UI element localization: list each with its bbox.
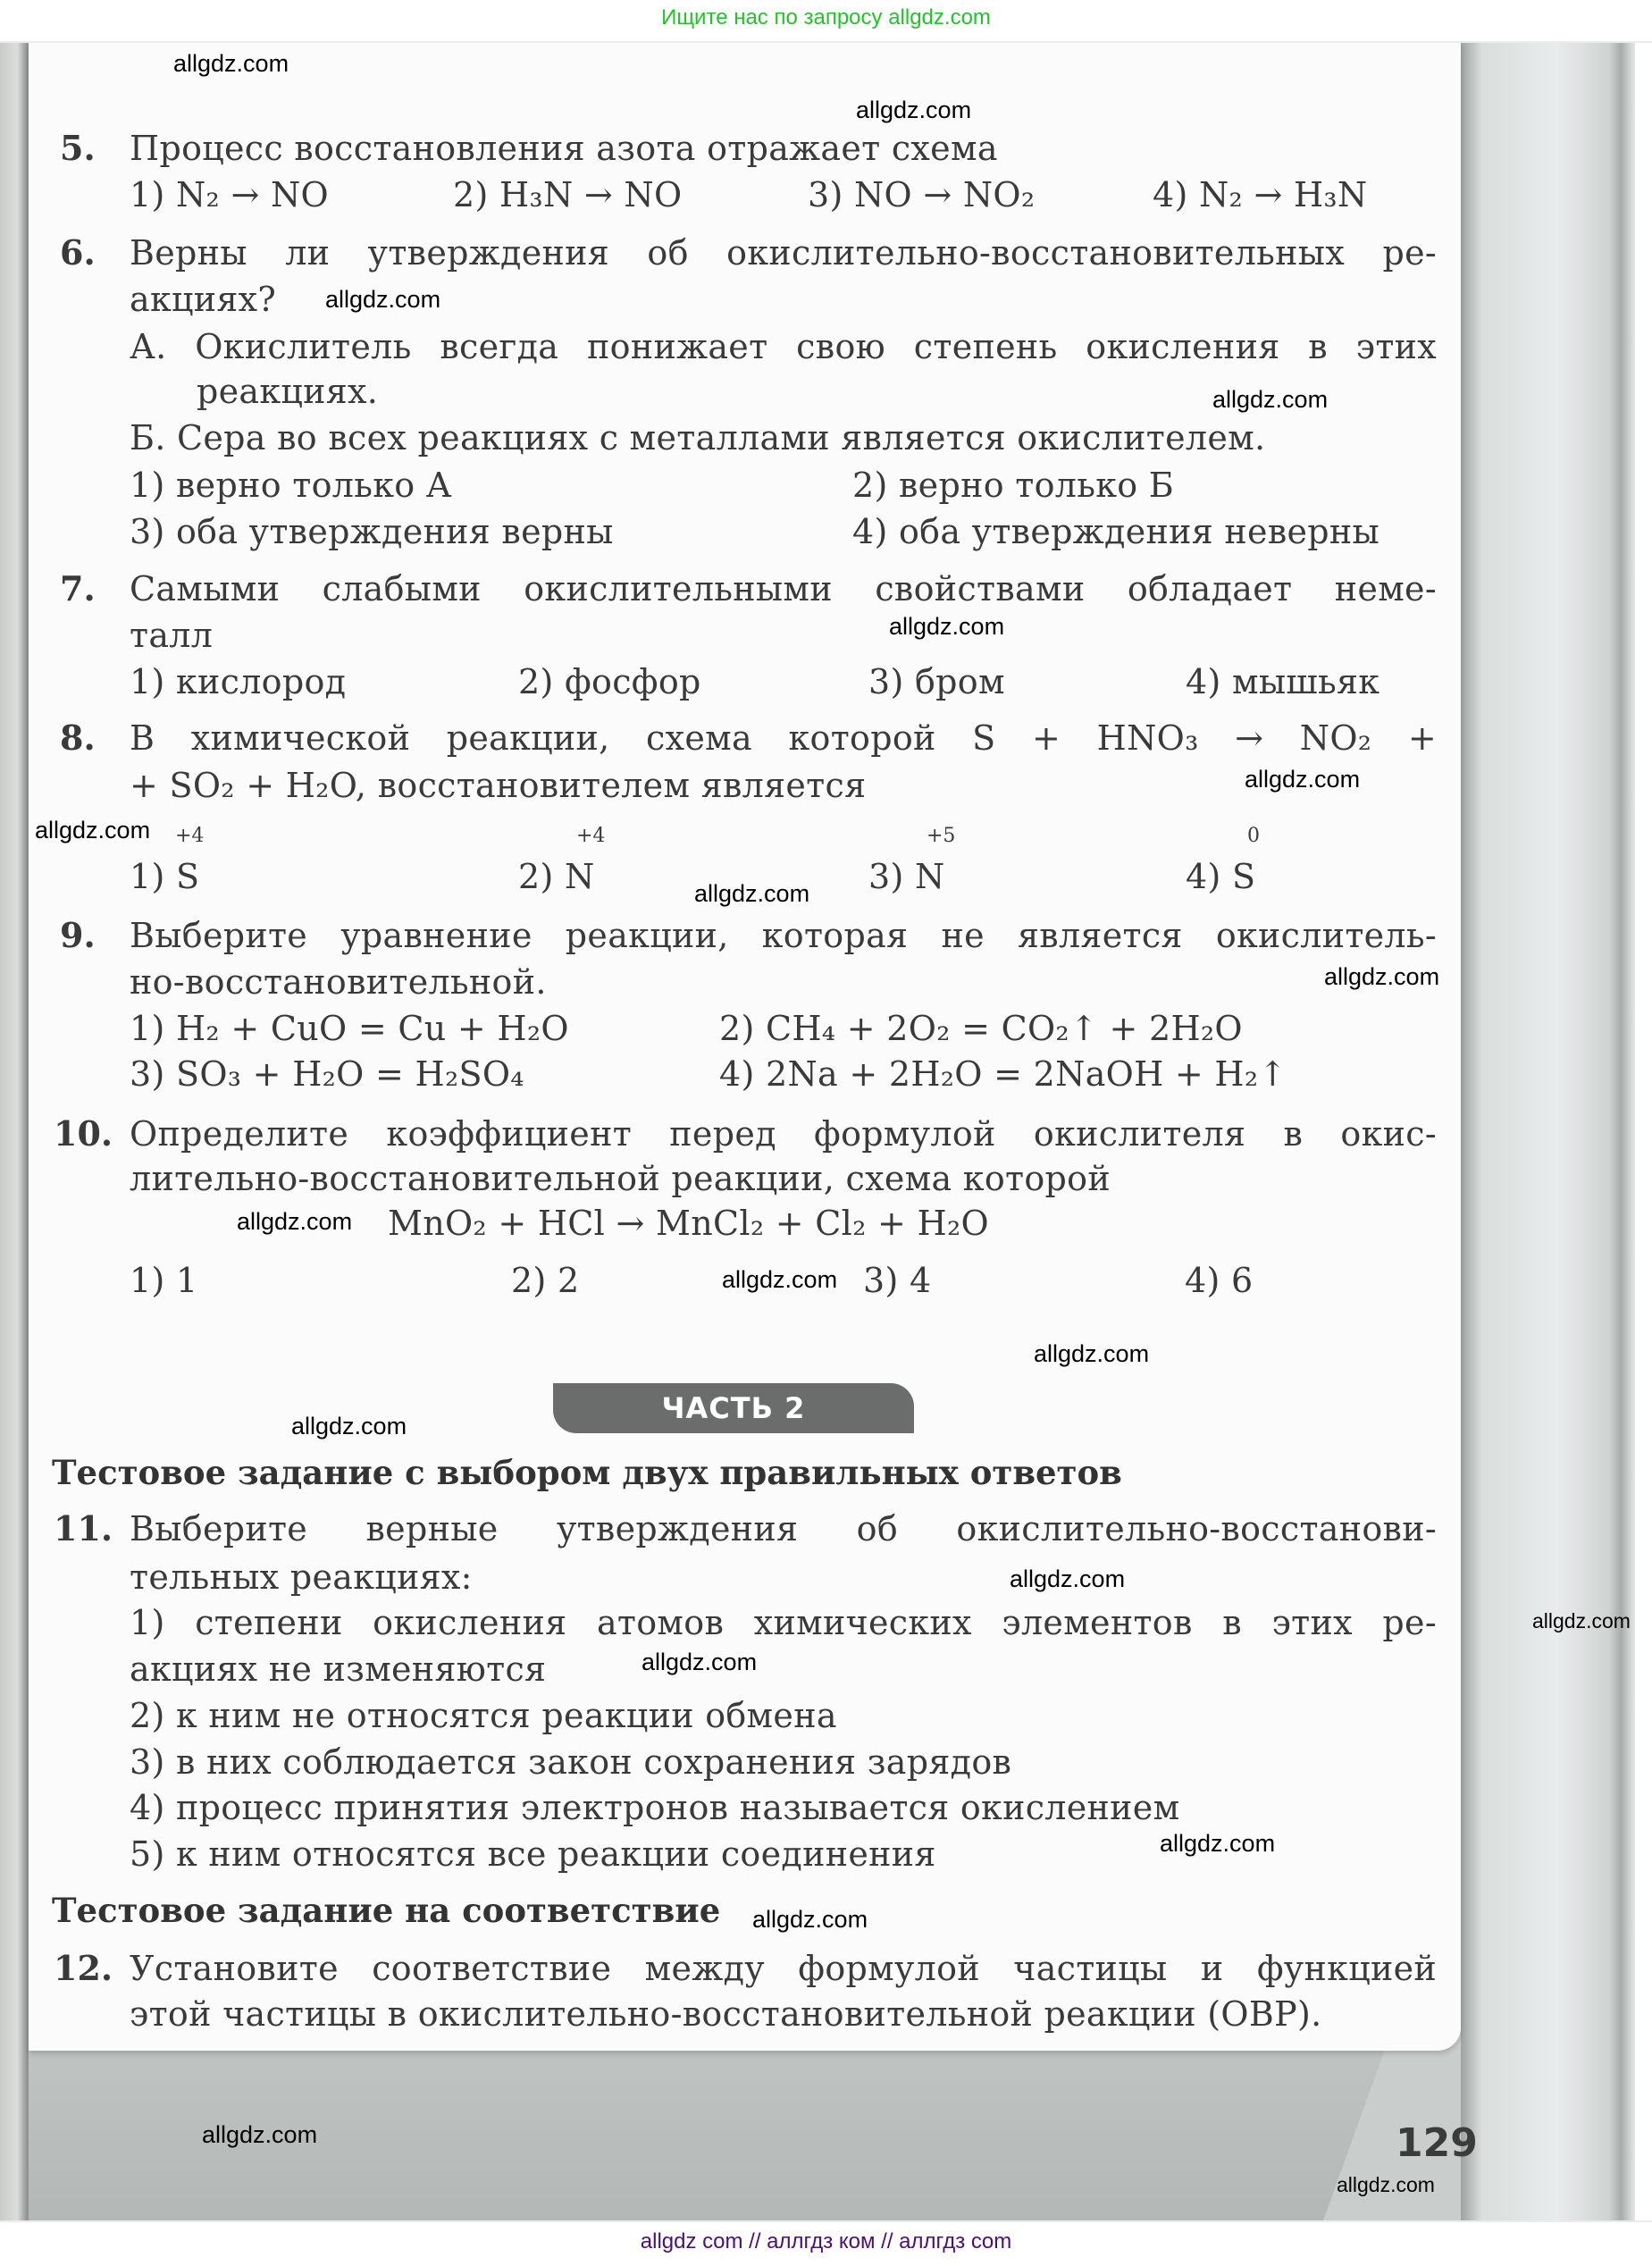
- answer-option: 1) 1: [130, 1261, 198, 1300]
- question-text: Самыми слабыми окислительными свойствами обладает неме-: [130, 569, 1437, 608]
- statement-a: А. Окислитель всегда понижает свою степень окисления в этих: [130, 327, 1437, 366]
- page-number: 129: [1396, 2120, 1478, 2166]
- answer-option: 5) к ним относятся все реакции соединения: [130, 1834, 936, 1874]
- question-number: 7.: [60, 568, 96, 608]
- watermark: allgdz.com: [889, 613, 1005, 640]
- answer-option: 4) мышьяк: [1186, 662, 1380, 701]
- oxidation-state: +5: [927, 825, 956, 847]
- section-heading-matching: Тестовое задание на соответствие: [52, 1891, 721, 1930]
- left-page-edge: [0, 43, 29, 2220]
- watermark: allgdz.com: [202, 2121, 318, 2148]
- watermark: allgdz.com: [1160, 1830, 1276, 1857]
- answer-option: 2) верно только Б: [852, 466, 1175, 505]
- watermark: allgdz.com: [1010, 1565, 1126, 1592]
- answer-option: 4) N₂ → H₃N: [1153, 175, 1368, 214]
- bottom-banner: [0, 2220, 1652, 2266]
- watermark: allgdz.com: [325, 286, 441, 313]
- answer-option: 4) 6: [1185, 1261, 1254, 1300]
- answer-option: 1) кислород: [130, 662, 347, 701]
- question-text: тельных реакциях:: [130, 1557, 473, 1597]
- reaction-equation: MnO₂ + HCl → MnCl₂ + Cl₂ + H₂O: [388, 1204, 989, 1243]
- question-text: Верны ли утверждения об окислительно-восстановительных ре-: [130, 233, 1437, 273]
- watermark: allgdz.com: [291, 1413, 407, 1439]
- answer-option: 1) степени окисления атомов химических элементов в этих ре-: [130, 1603, 1437, 1642]
- answer-option: 2) фосфор: [518, 662, 701, 701]
- question-text: Процесс восстановления азота отражает схема: [130, 129, 998, 168]
- answer-option: 2) к ним не относятся реакции обмена: [130, 1696, 837, 1735]
- answer-option: 3) N: [868, 857, 945, 896]
- watermark: allgdz.com: [1245, 766, 1361, 793]
- question-number: 11.: [54, 1508, 113, 1548]
- answer-option: 4) 2Na + 2H₂O = 2NaOH + H₂↑: [719, 1054, 1287, 1094]
- oxidation-state: 0: [1247, 825, 1260, 847]
- answer-option: 2) CH₄ + 2O₂ = CO₂↑ + 2H₂O: [719, 1009, 1243, 1048]
- watermark: allgdz.com: [642, 1649, 758, 1675]
- watermark: allgdz.com: [1532, 1609, 1631, 1632]
- answer-option: 2) H₃N → NO: [453, 175, 683, 214]
- answer-option-continued: акциях не изменяются: [130, 1649, 547, 1689]
- question-number: 12.: [54, 1948, 113, 1988]
- answer-option: 3) SO₃ + H₂O = H₂SO₄: [130, 1054, 524, 1094]
- section-heading-two-answers: Тестовое задание с выбором двух правильных ответов: [52, 1453, 1122, 1492]
- answer-option: 1) N₂ → NO: [130, 175, 329, 214]
- answer-option: 4) процесс принятия электронов называется окислением: [130, 1788, 1180, 1827]
- question-text: Выберите уравнение реакции, которая не является окислитель-: [130, 916, 1437, 955]
- question-text: этой частицы в окислительно-восстановительной реакции (ОВР).: [130, 1994, 1322, 2034]
- watermark: allgdz.com: [173, 50, 289, 77]
- watermark: allgdz.com: [722, 1266, 838, 1293]
- statement-a: реакциях.: [197, 372, 379, 411]
- oxidation-state: +4: [175, 825, 205, 847]
- oxidation-state: +4: [576, 825, 606, 847]
- question-text: + SO₂ + H₂O, восстановителем является: [130, 766, 867, 805]
- answer-option: 2) 2: [511, 1261, 580, 1300]
- answer-option: 3) оба утверждения верны: [130, 512, 614, 551]
- answer-option: 3) 4: [863, 1261, 932, 1300]
- answer-option: 1) H₂ + CuO = Cu + H₂O: [130, 1009, 569, 1048]
- watermark: allgdz.com: [1212, 386, 1329, 413]
- watermark: allgdz.com: [237, 1208, 353, 1235]
- question-text: Выберите верные утверждения об окислительно-восстанови-: [130, 1509, 1437, 1548]
- bottom-banner-text: allgdz com // аллгдз ком // аллгдз com: [640, 2229, 1012, 2253]
- answer-option: 4) S: [1186, 857, 1256, 896]
- watermark: allgdz.com: [1324, 963, 1440, 990]
- textbook-page-scan: [0, 43, 1635, 2220]
- answer-option: 2) N: [518, 857, 595, 896]
- question-number: 6.: [60, 232, 96, 273]
- watermark: allgdz.com: [1034, 1340, 1150, 1367]
- question-number: 8.: [60, 718, 96, 758]
- statement-b: Б. Сера во всех реакциях с металлами является окислителем.: [130, 418, 1266, 457]
- answer-option: 4) оба утверждения неверны: [852, 512, 1380, 551]
- answer-option: 3) бром: [868, 662, 1005, 701]
- watermark: allgdz.com: [752, 1906, 868, 1933]
- question-number: 9.: [60, 915, 96, 955]
- part-2-label: ЧАСТЬ 2: [553, 1383, 914, 1433]
- watermark: allgdz.com: [856, 97, 972, 123]
- right-page-edge: [1461, 43, 1635, 2220]
- question-text: Определите коэффициент перед формулой окислителя в окис-: [130, 1114, 1437, 1154]
- top-banner: [0, 0, 1652, 43]
- answer-option: 3) в них соблюдается закон сохранения зарядов: [130, 1742, 1012, 1782]
- question-number: 5.: [60, 128, 96, 168]
- question-text: акциях?: [130, 280, 277, 319]
- questions-card: [29, 43, 1461, 2051]
- question-text: лительно-восстановительной реакции, схема которой: [130, 1159, 1111, 1198]
- question-number: 10.: [54, 1113, 113, 1154]
- watermark: allgdz.com: [35, 817, 151, 843]
- question-text: Установите соответствие между формулой частицы и функцией: [130, 1949, 1437, 1988]
- watermark: allgdz.com: [1337, 2173, 1435, 2196]
- question-text: В химической реакции, схема которой S + HNO₃ → NO₂ +: [130, 718, 1437, 758]
- question-text: талл: [130, 616, 214, 655]
- answer-option: 3) NO → NO₂: [808, 175, 1036, 214]
- answer-option: 1) верно только А: [130, 466, 452, 505]
- top-banner-text: Ищите нас по запросу allgdz.com: [661, 5, 991, 29]
- answer-option: 1) S: [130, 857, 200, 896]
- question-text: но-восстановительной.: [130, 962, 547, 1002]
- watermark: allgdz.com: [694, 880, 810, 907]
